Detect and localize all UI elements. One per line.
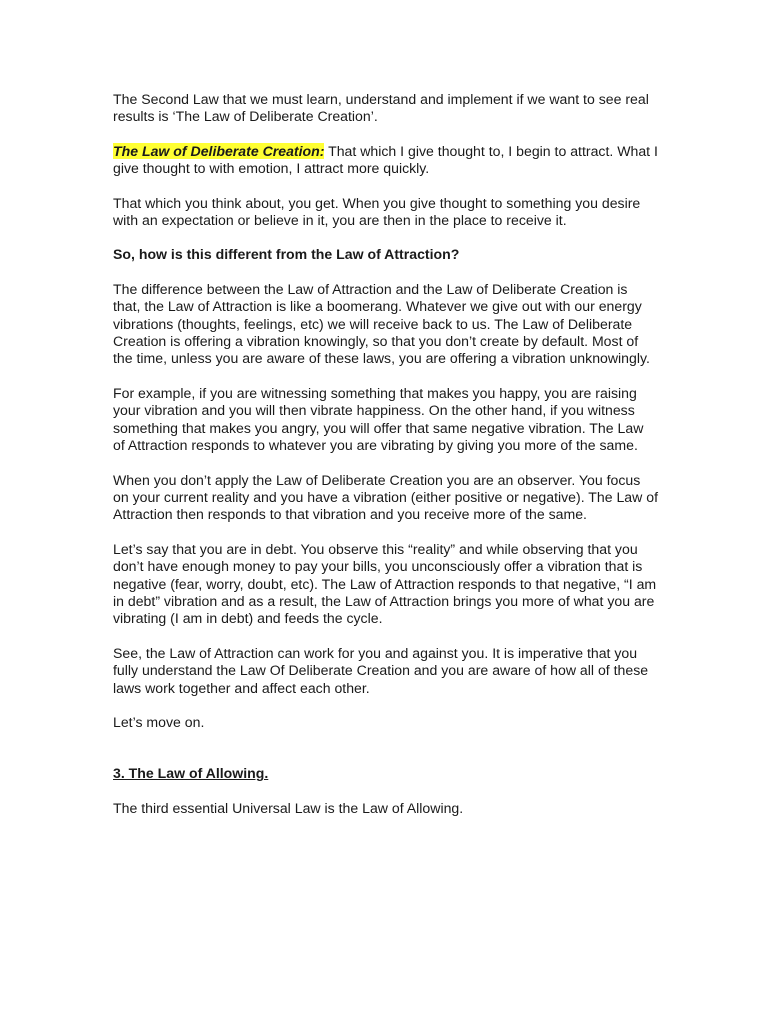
document-body [113, 91, 658, 834]
paragraph-allowing: The third essential Universal Law is the Law of Allowing. [113, 799, 464, 816]
paragraph-debt: Let’s say that you are in debt. You observe this “reality” and while observing that you don’t have enough money to pay your bills, you unconsciously offer a vibration that is negative (fear, worry, doubt, etc). The Law of Attraction responds to that negative, “I am in debt” vibration and as a result, the Law of Attraction brings you more of what you are vibrating (I am in debt) and feeds the cycle. [113, 540, 657, 627]
section-heading: 3. The Law of Allowing. [113, 765, 269, 782]
paragraph-difference: The difference between the Law of Attraction and the Law of Deliberate Creation is that, the Law of Attraction is like a boomerang. Whatever we give out with our energy vibrations (thoughts, feelings, etc) we will receive back to us. The Law of Deliberate Creation is offering a vibration knowingly, so that you don’t create by default. Most of the time, unless you are aware of these laws, you are offering a vibration unknowingly. [113, 280, 650, 367]
paragraph-example: For example, if you are witnessing something that makes you happy, you are raising your vibration and you will then vibrate happiness. On the other hand, if you witness something that makes you angry, you will offer that same negative vibration. The Law of Attraction responds to whatever you are vibrating by giving you more of the same. [113, 384, 644, 454]
definition-text: That which I give thought to, I begin to attract. What I give thought to with emotion, I attract more quickly. [113, 142, 658, 177]
paragraph-move-on: Let’s move on. [113, 713, 205, 730]
paragraph-definition [113, 143, 658, 178]
paragraph-summary: See, the Law of Attraction can work for you and against you. It is imperative that you fully understand the Law Of Deliberate Creation and you are aware of how all of these laws work together and affect each other. [113, 644, 649, 696]
paragraph-observer: When you don’t apply the Law of Deliberate Creation you are an observer. You focus on your current reality and you have a vibration (either positive or negative). The Law of Attraction then responds to that vibration and you receive more of the same. [113, 471, 658, 523]
paragraph-explanation: That which you think about, you get. When you give thought to something you desire with an expectation or believe in it, you are then in the place to receive it. [113, 194, 641, 229]
paragraph-intro: The Second Law that we must learn, understand and implement if we want to see real results is ‘The Law of Deliberate Creation’. [113, 91, 649, 125]
highlighted-term: The Law of Deliberate Creation: [113, 142, 325, 159]
question-heading: So, how is this different from the Law of Attraction? [113, 246, 460, 263]
